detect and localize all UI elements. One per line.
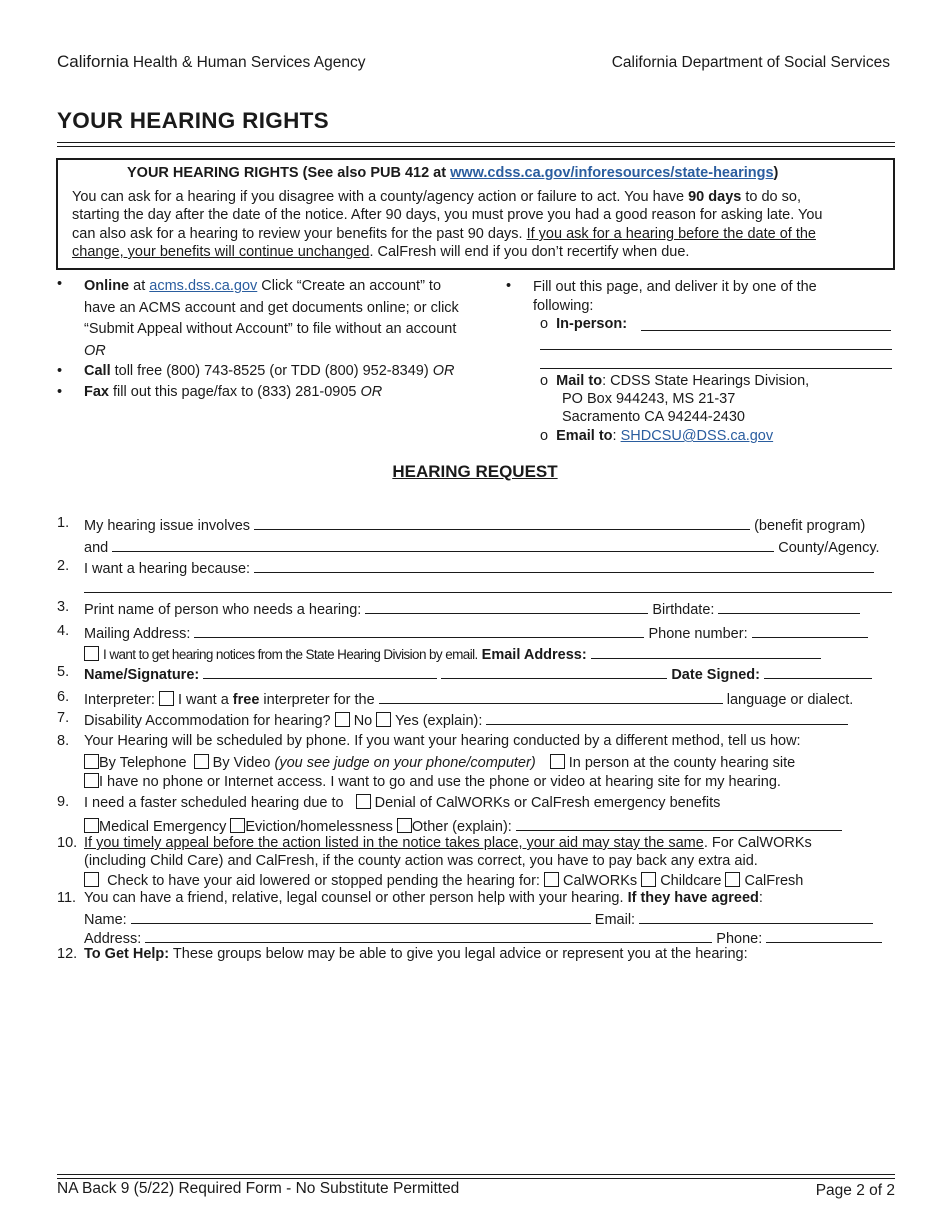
department-header: California Department of Social Services	[611, 54, 890, 71]
state-hearings-link[interactable]: www.cdss.ca.gov/inforesources/state-hearings	[450, 165, 774, 181]
eviction-checkbox[interactable]	[230, 818, 245, 833]
date-signed-field[interactable]	[764, 664, 872, 679]
helper-name-label: Name:	[84, 912, 127, 928]
rights-l1c: to do so,	[741, 189, 801, 205]
item-number: 6.	[57, 689, 70, 705]
rights-l1a: You can ask for a hearing if you disagree with a county/agency action or failure to act. You have	[72, 189, 689, 205]
other-checkbox[interactable]	[397, 818, 412, 833]
email-colon: :	[612, 428, 621, 444]
helper-colon: :	[758, 890, 763, 906]
fax-or: OR	[360, 384, 383, 400]
helper-email-field[interactable]	[639, 909, 873, 924]
bullet-icon: •	[57, 276, 63, 292]
accommodation-yes-checkbox[interactable]	[376, 712, 391, 727]
faster-hearing-label: I need a faster scheduled hearing due to	[84, 795, 344, 811]
by-telephone-checkbox[interactable]	[84, 754, 99, 769]
accommodation-no-checkbox[interactable]	[335, 712, 350, 727]
agency-header	[57, 52, 365, 72]
rights-l3a: can also ask for a hearing to review your benefits for the past 90 days.	[72, 226, 527, 242]
fill-2: following:	[533, 298, 594, 314]
rights-line-2: starting the day after the date of the notice. After 90 days, you must prove you had a good reason for asking late. You	[72, 207, 823, 223]
accommodation-explain-field[interactable]	[486, 710, 848, 725]
item-11-row-2	[84, 909, 873, 928]
item-number: 2.	[57, 558, 70, 574]
mail-option	[540, 372, 809, 391]
helper-phone-label: Phone:	[716, 931, 763, 947]
item-number: 1.	[57, 515, 70, 531]
calworks-label: CalWORKs	[563, 873, 638, 889]
emergency-benefits-checkbox[interactable]	[356, 794, 371, 809]
medical-emergency-label: Medical Emergency	[99, 819, 227, 835]
interpreter-want: I want a	[177, 692, 233, 708]
email-notices-label: I want to get hearing notices from the State Hearing Division by email.	[103, 647, 478, 662]
in-person-label: In person at the county hearing site	[568, 755, 796, 771]
email-address-label: Email Address:	[481, 647, 587, 663]
call-text: toll free (800) 743-8525 (or TDD (800) 952-8349)	[110, 363, 433, 379]
get-help-text: These groups below may be able to give you legal advice or represent you at the hearing:	[169, 946, 748, 962]
no-phone-label: I have no phone or Internet access. I want to go and use the phone or video at hearing site for my hearing.	[99, 774, 781, 790]
agency-name-large: California	[57, 52, 129, 71]
rights-90-days: 90 days	[688, 189, 742, 205]
medical-emergency-checkbox[interactable]	[84, 818, 99, 833]
calworks-text: . For CalWORKs	[703, 835, 812, 851]
item-10-row-2: (including Child Care) and CalFresh, if the county action was correct, you have to pay back any extra aid.	[84, 853, 758, 869]
online-at: at	[129, 278, 150, 294]
accommodation-yes-label: Yes (explain):	[395, 713, 483, 729]
email-address-field[interactable]	[591, 644, 821, 659]
other-label: Other (explain):	[411, 819, 512, 835]
hearing-issue-label: My hearing issue involves	[84, 518, 251, 534]
by-telephone-label: By Telephone	[99, 755, 187, 771]
interpreter-free: free	[232, 692, 260, 708]
inperson-line-1[interactable]	[641, 316, 891, 331]
hearing-request-title: HEARING REQUEST	[392, 462, 558, 481]
sub-bullet-icon: o	[540, 373, 549, 389]
title-divider	[57, 142, 895, 147]
calfresh-label: CalFresh	[744, 873, 804, 889]
fax-text: fill out this page/fax to (833) 281-0905	[109, 384, 361, 400]
inperson-line-3[interactable]	[540, 354, 892, 369]
call-or: OR	[432, 363, 455, 379]
item-number: 3.	[57, 599, 70, 615]
item-8-nophone	[84, 773, 781, 790]
birthdate-label: Birthdate:	[652, 602, 715, 618]
helper-address-label: Address:	[84, 931, 142, 947]
aid-lowered-label: Check to have your aid lowered or stopped pending the hearing for:	[107, 873, 540, 889]
benefit-program-label: (benefit program)	[754, 518, 866, 534]
bullet-icon: •	[57, 363, 63, 379]
fax-label: Fax	[84, 384, 109, 400]
item-number: 7.	[57, 710, 70, 726]
online-t1: Click “Create an account” to	[257, 278, 442, 294]
county-agency-field[interactable]	[112, 537, 774, 552]
inperson-line-2[interactable]	[540, 335, 892, 350]
mail-address-2: PO Box 944243, MS 21-37	[562, 391, 736, 407]
helper-phone-field[interactable]	[766, 928, 882, 943]
item-9-row	[84, 794, 720, 811]
item-number: 9.	[57, 794, 70, 810]
rights-heading-close: )	[773, 165, 779, 181]
rights-l4b: . CalFresh will end if you don’t recertify when due.	[369, 244, 690, 260]
online-t3: “Submit Appeal without Account” to file without an account	[84, 321, 457, 337]
helper-name-field[interactable]	[131, 909, 591, 924]
language-field[interactable]	[379, 689, 723, 704]
hearing-reason-field[interactable]	[254, 558, 874, 573]
helper-address-field[interactable]	[145, 928, 712, 943]
item-11-row	[84, 890, 763, 906]
fax-option	[84, 384, 382, 400]
birthdate-field[interactable]	[718, 599, 860, 614]
item-number: 11.	[57, 890, 77, 906]
email-option	[540, 428, 773, 444]
rights-l4a: change, your benefits will continue unchanged	[72, 244, 370, 260]
item-12-row	[84, 946, 748, 962]
sub-bullet-icon: o	[540, 316, 549, 332]
eviction-label: Eviction/homelessness	[245, 819, 393, 835]
rights-box-heading	[127, 165, 778, 181]
timely-appeal-text: If you timely appeal before the action listed in the notice takes place, your aid may stay the same	[84, 835, 704, 851]
by-video-note: (you see judge on your phone/computer)	[274, 755, 536, 771]
sub-bullet-icon: o	[540, 428, 549, 444]
county-agency-label: County/Agency.	[778, 540, 880, 556]
interpreter-label: Interpreter:	[84, 692, 155, 708]
item-7-row	[84, 710, 848, 729]
item-10-row-3	[84, 872, 803, 889]
and-label: and	[84, 540, 109, 556]
call-option	[84, 363, 454, 379]
language-dialect-label: language or dialect.	[726, 692, 854, 708]
item-6-row	[84, 689, 853, 708]
form-number: NA Back 9 (5/22) Required Form - No Substitute Permitted	[57, 1180, 460, 1197]
disability-accommodation-label: Disability Accommodation for hearing?	[84, 713, 331, 729]
item-3-row	[84, 599, 860, 618]
item-number: 8.	[57, 733, 70, 749]
phone-number-label: Phone number:	[648, 626, 748, 642]
name-signature-label: Name/Signature:	[84, 667, 200, 683]
helper-email-label: Email:	[594, 912, 636, 928]
bullet-icon: •	[57, 384, 63, 400]
childcare-label: Childcare	[660, 873, 722, 889]
fill-out-instruction	[533, 278, 817, 316]
online-label: Online	[84, 278, 130, 294]
get-help-label: To Get Help:	[84, 946, 170, 962]
benefit-program-field[interactable]	[254, 515, 750, 530]
email-label: Email to	[556, 428, 613, 444]
fill-1: Fill out this page, and deliver it by one of the	[533, 279, 817, 295]
mail-label: Mail to	[556, 373, 603, 389]
by-video-checkbox[interactable]	[194, 754, 209, 769]
item-10-row	[84, 835, 812, 851]
phone-number-field[interactable]	[752, 623, 868, 638]
person-name-label: Print name of person who needs a hearing:	[84, 602, 362, 618]
mail-address-3: Sacramento CA 94244-2430	[562, 409, 745, 425]
signature-field[interactable]	[441, 664, 667, 679]
email-notices-checkbox[interactable]	[84, 646, 99, 661]
item-1-row	[84, 515, 865, 534]
item-number: 5.	[57, 664, 70, 680]
childcare-checkbox[interactable]	[641, 872, 656, 887]
mail-1: : CDSS State Hearings Division,	[602, 373, 810, 389]
footer-divider	[57, 1174, 895, 1179]
rights-line-4	[72, 244, 689, 260]
item-number: 10.	[57, 835, 78, 851]
helper-agreed: If they have agreed	[627, 890, 759, 906]
bullet-icon: •	[506, 278, 512, 294]
interpreter-for: interpreter for the	[259, 692, 375, 708]
item-number: 12.	[57, 946, 78, 962]
mailing-address-label: Mailing Address:	[84, 626, 191, 642]
calworks-checkbox[interactable]	[544, 872, 559, 887]
call-label: Call	[84, 363, 111, 379]
rights-heading-text: YOUR HEARING RIGHTS (See also PUB 412 at	[127, 165, 451, 181]
shd-email-link[interactable]: SHDCSU@DSS.ca.gov	[620, 428, 774, 444]
rights-l3b: If you ask for a hearing before the date of the	[526, 226, 816, 242]
inperson-option	[540, 316, 627, 332]
rights-line-1	[72, 189, 801, 205]
online-option	[84, 276, 459, 362]
helper-text: You can have a friend, relative, legal counsel or other person help with your hearing.	[84, 890, 628, 906]
item-8-options	[84, 754, 795, 771]
date-signed-label: Date Signed:	[671, 667, 760, 683]
item-5-row	[84, 664, 872, 683]
item-4-row-2	[84, 644, 821, 663]
agency-name-small: Health & Human Services Agency	[132, 54, 366, 71]
interpreter-checkbox[interactable]	[159, 691, 174, 706]
rights-line-3	[72, 226, 816, 242]
accommodation-no-label: No	[353, 713, 373, 729]
calfresh-checkbox[interactable]	[725, 872, 740, 887]
online-or: OR	[84, 342, 106, 359]
hearing-reason-field-2[interactable]	[84, 578, 892, 593]
inperson-label: In-person:	[556, 316, 628, 332]
hearing-reason-label: I want a hearing because:	[84, 561, 251, 577]
page-number: Page 2 of 2	[815, 1182, 895, 1199]
acms-link[interactable]: acms.dss.ca.gov	[149, 278, 258, 294]
in-person-checkbox[interactable]	[550, 754, 565, 769]
page-title: YOUR HEARING RIGHTS	[57, 108, 329, 133]
item-1-row-2	[84, 537, 880, 556]
online-t2: have an ACMS account and get documents online; or click	[84, 299, 459, 316]
name-field[interactable]	[203, 664, 437, 679]
no-phone-checkbox[interactable]	[84, 773, 99, 788]
mailing-address-field[interactable]	[194, 623, 644, 638]
other-explain-field[interactable]	[516, 816, 842, 831]
item-8-text: Your Hearing will be scheduled by phone. If you want your hearing conducted by a different method, tell us how:	[84, 733, 801, 749]
item-number: 4.	[57, 623, 70, 639]
person-name-field[interactable]	[365, 599, 648, 614]
item-11-row-3	[84, 928, 882, 947]
aid-lowered-checkbox[interactable]	[84, 872, 99, 887]
emergency-benefits-label: Denial of CalWORKs or CalFresh emergency benefits	[374, 795, 721, 811]
item-2-row	[84, 558, 874, 577]
by-video-label: By Video	[212, 755, 275, 771]
item-4-row	[84, 623, 868, 642]
item-9-row-2	[84, 816, 842, 835]
